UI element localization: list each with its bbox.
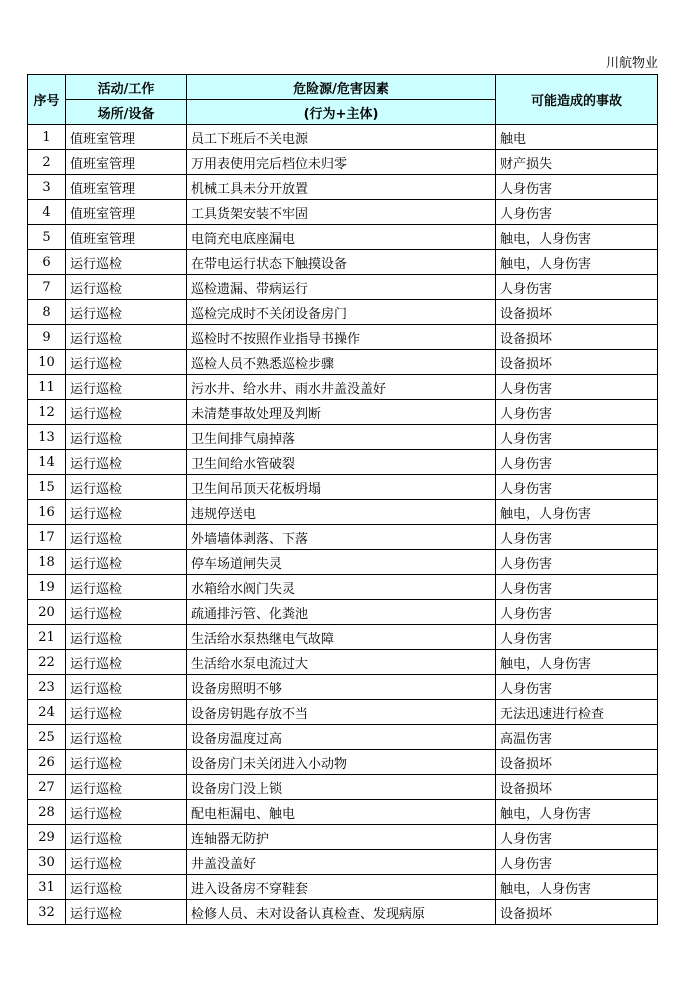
cell-activity: 运行巡检: [66, 450, 187, 475]
cell-activity: 运行巡检: [66, 400, 187, 425]
cell-hazard: 配电柜漏电、触电: [187, 800, 496, 825]
cell-activity: 运行巡检: [66, 675, 187, 700]
cell-no: 14: [28, 450, 66, 475]
cell-activity: 值班室管理: [66, 150, 187, 175]
cell-hazard: 进入设备房不穿鞋套: [187, 875, 496, 900]
cell-hazard: 工具货架安装不牢固: [187, 200, 496, 225]
cell-activity: 运行巡检: [66, 775, 187, 800]
cell-accident: 人身伤害: [496, 675, 658, 700]
cell-hazard: 设备房温度过高: [187, 725, 496, 750]
cell-activity: 值班室管理: [66, 225, 187, 250]
table-row: [28, 400, 658, 425]
cell-activity: 运行巡检: [66, 650, 187, 675]
table-row: [28, 350, 658, 375]
cell-activity: 运行巡检: [66, 625, 187, 650]
table-row: [28, 500, 658, 525]
cell-no: 29: [28, 825, 66, 850]
cell-no: 6: [28, 250, 66, 275]
table-row: [28, 225, 658, 250]
cell-accident: 人身伤害: [496, 400, 658, 425]
cell-accident: 触电，人身伤害: [496, 225, 658, 250]
cell-activity: 运行巡检: [66, 750, 187, 775]
company-name: 川航物业: [605, 56, 658, 71]
cell-hazard: 巡检时不按照作业指导书操作: [187, 325, 496, 350]
cell-accident: 人身伤害: [496, 175, 658, 200]
table-row: [28, 450, 658, 475]
cell-accident: 人身伤害: [496, 575, 658, 600]
table-row: [28, 600, 658, 625]
cell-activity: 运行巡检: [66, 800, 187, 825]
cell-activity: 运行巡检: [66, 600, 187, 625]
header-hazard-top: 危险源/危害因素: [187, 75, 496, 100]
cell-accident: 触电: [496, 125, 658, 150]
cell-no: 23: [28, 675, 66, 700]
cell-no: 2: [28, 150, 66, 175]
cell-no: 11: [28, 375, 66, 400]
table-row: [28, 775, 658, 800]
cell-no: 5: [28, 225, 66, 250]
cell-no: 17: [28, 525, 66, 550]
cell-hazard: 机械工具未分开放置: [187, 175, 496, 200]
cell-no: 22: [28, 650, 66, 675]
cell-hazard: 设备房门未关闭进入小动物: [187, 750, 496, 775]
cell-hazard: 卫生间排气扇掉落: [187, 425, 496, 450]
cell-hazard: 生活给水泵电流过大: [187, 650, 496, 675]
table-row: [28, 850, 658, 875]
hazard-table: [27, 74, 658, 925]
cell-activity: 运行巡检: [66, 325, 187, 350]
cell-hazard: 外墙墙体剥落、下落: [187, 525, 496, 550]
cell-hazard: 员工下班后不关电源: [187, 125, 496, 150]
cell-accident: 人身伤害: [496, 825, 658, 850]
cell-no: 8: [28, 300, 66, 325]
cell-accident: 人身伤害: [496, 475, 658, 500]
header-hazard-bottom: (行为+主体): [187, 100, 496, 125]
cell-activity: 运行巡检: [66, 275, 187, 300]
cell-hazard: 设备房钥匙存放不当: [187, 700, 496, 725]
cell-accident: 财产损失: [496, 150, 658, 175]
cell-no: 24: [28, 700, 66, 725]
cell-accident: 人身伤害: [496, 425, 658, 450]
cell-hazard: 井盖没盖好: [187, 850, 496, 875]
cell-no: 31: [28, 875, 66, 900]
cell-hazard: 连轴器无防护: [187, 825, 496, 850]
cell-hazard: 水箱给水阀门失灵: [187, 575, 496, 600]
cell-activity: 运行巡检: [66, 375, 187, 400]
cell-hazard: 万用表使用完后档位未归零: [187, 150, 496, 175]
cell-no: 3: [28, 175, 66, 200]
table-body: [28, 125, 658, 925]
cell-accident: 人身伤害: [496, 525, 658, 550]
cell-activity: 运行巡检: [66, 525, 187, 550]
cell-hazard: 卫生间给水管破裂: [187, 450, 496, 475]
table-row: [28, 125, 658, 150]
cell-accident: 设备损坏: [496, 300, 658, 325]
table-row: [28, 900, 658, 925]
cell-hazard: 污水井、给水井、雨水井盖没盖好: [187, 375, 496, 400]
cell-no: 28: [28, 800, 66, 825]
cell-activity: 运行巡检: [66, 700, 187, 725]
cell-accident: 设备损坏: [496, 750, 658, 775]
table-row: [28, 725, 658, 750]
cell-no: 21: [28, 625, 66, 650]
cell-accident: 触电，人身伤害: [496, 250, 658, 275]
table-row: [28, 250, 658, 275]
cell-hazard: 卫生间吊顶天花板坍塌: [187, 475, 496, 500]
cell-activity: 值班室管理: [66, 200, 187, 225]
cell-hazard: 巡检人员不熟悉巡检步骤: [187, 350, 496, 375]
cell-hazard: 生活给水泵热继电气故障: [187, 625, 496, 650]
cell-activity: 运行巡检: [66, 250, 187, 275]
cell-no: 26: [28, 750, 66, 775]
cell-hazard: 未清楚事故处理及判断: [187, 400, 496, 425]
cell-activity: 运行巡检: [66, 875, 187, 900]
cell-no: 19: [28, 575, 66, 600]
cell-hazard: 巡检完成时不关闭设备房门: [187, 300, 496, 325]
cell-no: 7: [28, 275, 66, 300]
table-row: [28, 625, 658, 650]
table-row: [28, 275, 658, 300]
table-row: [28, 150, 658, 175]
cell-accident: 设备损坏: [496, 325, 658, 350]
cell-no: 13: [28, 425, 66, 450]
cell-activity: 运行巡检: [66, 725, 187, 750]
cell-accident: 人身伤害: [496, 625, 658, 650]
table-row: [28, 800, 658, 825]
cell-hazard: 在带电运行状态下触摸设备: [187, 250, 496, 275]
table-row: [28, 575, 658, 600]
header-accident: 可能造成的事故: [496, 75, 658, 125]
cell-no: 12: [28, 400, 66, 425]
cell-activity: 运行巡检: [66, 425, 187, 450]
cell-no: 9: [28, 325, 66, 350]
cell-activity: 运行巡检: [66, 900, 187, 925]
cell-accident: 无法迅速进行检查: [496, 700, 658, 725]
cell-hazard: 停车场道闸失灵: [187, 550, 496, 575]
table-row: [28, 425, 658, 450]
cell-accident: 触电，人身伤害: [496, 500, 658, 525]
table-row: [28, 650, 658, 675]
cell-no: 20: [28, 600, 66, 625]
cell-hazard: 设备房照明不够: [187, 675, 496, 700]
table-row: [28, 875, 658, 900]
cell-accident: 人身伤害: [496, 275, 658, 300]
cell-activity: 运行巡检: [66, 475, 187, 500]
table-row: [28, 325, 658, 350]
cell-no: 32: [28, 900, 66, 925]
cell-accident: 人身伤害: [496, 450, 658, 475]
cell-accident: 人身伤害: [496, 375, 658, 400]
cell-no: 4: [28, 200, 66, 225]
cell-no: 10: [28, 350, 66, 375]
table-row: [28, 375, 658, 400]
table-row: [28, 525, 658, 550]
cell-activity: 运行巡检: [66, 575, 187, 600]
cell-no: 27: [28, 775, 66, 800]
cell-no: 16: [28, 500, 66, 525]
cell-activity: 值班室管理: [66, 125, 187, 150]
cell-hazard: 巡检遗漏、带病运行: [187, 275, 496, 300]
cell-no: 18: [28, 550, 66, 575]
cell-no: 15: [28, 475, 66, 500]
cell-accident: 触电，人身伤害: [496, 875, 658, 900]
table-row: [28, 750, 658, 775]
table-row: [28, 175, 658, 200]
table-row: [28, 300, 658, 325]
table-header: [28, 75, 658, 125]
header-activity-top: 活动/工作: [66, 75, 187, 100]
cell-hazard: 检修人员、未对设备认真检查、发现病原: [187, 900, 496, 925]
cell-no: 1: [28, 125, 66, 150]
cell-activity: 运行巡检: [66, 550, 187, 575]
table-row: [28, 700, 658, 725]
cell-accident: 人身伤害: [496, 600, 658, 625]
table-row: [28, 675, 658, 700]
cell-accident: 触电，人身伤害: [496, 800, 658, 825]
cell-activity: 运行巡检: [66, 825, 187, 850]
cell-activity: 运行巡检: [66, 500, 187, 525]
cell-hazard: 设备房门没上锁: [187, 775, 496, 800]
cell-accident: 设备损坏: [496, 900, 658, 925]
header-activity-bottom: 场所/设备: [66, 100, 187, 125]
cell-activity: 值班室管理: [66, 175, 187, 200]
cell-accident: 高温伤害: [496, 725, 658, 750]
cell-hazard: 违规停送电: [187, 500, 496, 525]
table-row: [28, 475, 658, 500]
table-row: [28, 825, 658, 850]
table-row: [28, 200, 658, 225]
cell-activity: 运行巡检: [66, 300, 187, 325]
cell-hazard: 电筒充电底座漏电: [187, 225, 496, 250]
cell-accident: 人身伤害: [496, 200, 658, 225]
cell-accident: 触电，人身伤害: [496, 650, 658, 675]
table-row: [28, 550, 658, 575]
header-no: 序号: [28, 75, 66, 125]
cell-no: 30: [28, 850, 66, 875]
cell-accident: 人身伤害: [496, 550, 658, 575]
cell-accident: 设备损坏: [496, 350, 658, 375]
cell-hazard: 疏通排污管、化粪池: [187, 600, 496, 625]
cell-activity: 运行巡检: [66, 850, 187, 875]
cell-accident: 人身伤害: [496, 850, 658, 875]
cell-accident: 设备损坏: [496, 775, 658, 800]
cell-no: 25: [28, 725, 66, 750]
cell-activity: 运行巡检: [66, 350, 187, 375]
